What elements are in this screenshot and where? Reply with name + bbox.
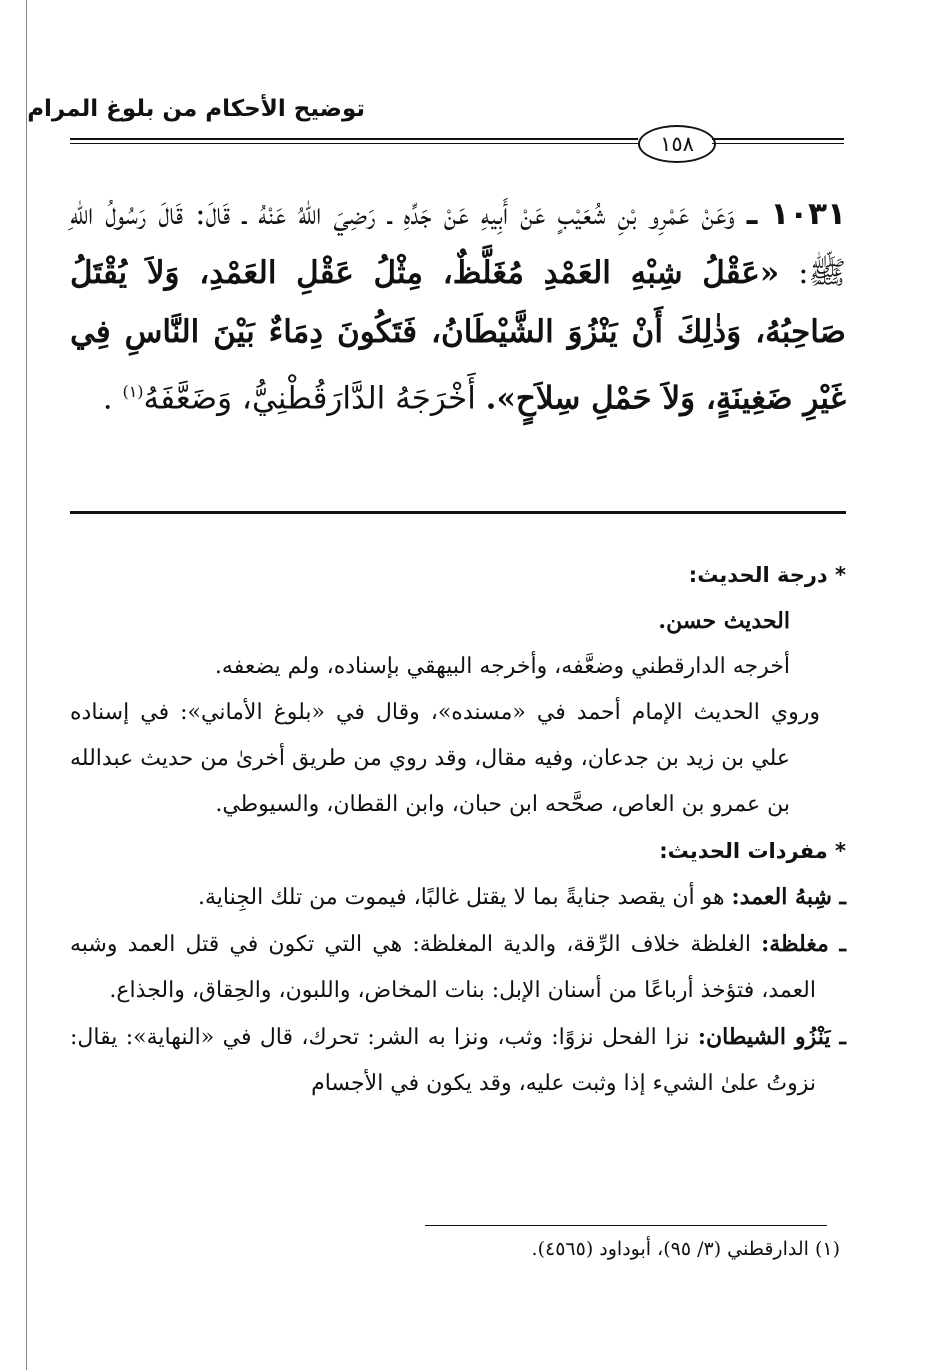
vocab-term: ـ يَنْزُو الشيطان: bbox=[697, 1024, 846, 1050]
grade-heading: * درجة الحديث: bbox=[688, 563, 846, 587]
vocab-definition: نزا الفحل نزوًا: وثب، ونزا به الشر: تحرك، قال في «النهاية»: يقال: نزوتُ علىٰ الشيء إذا وثبت عليه، وقد يكون في الأجسام bbox=[70, 1025, 816, 1096]
header-rule-left bbox=[70, 138, 638, 144]
hadith-isnad: وَعَنْ عَمْرِو بْنِ شُعَيْبٍ عَنْ أَبِيهِ عَنْ جَدِّهِ ـ رَضِيَ اللهُ عَنْهُ ـ قَالَ: قَالَ رَسُولُ اللهِ ﷺ: bbox=[70, 196, 846, 291]
hadith-matn: «عَقْلُ شِبْهِ العَمْدِ مُغَلَّظٌ، مِثْلُ عَقْلِ العَمْدِ، وَلاَ يُقْتَلُ صَاحِبُهُ، وَذٰلِكَ أَنْ يَنْزُوَ الشَّيْطَانُ، فَتَكُونَ دِمَاءٌ بَيْنَ النَّاسِ فِي غَيْرِ ضَغِينَةٍ، وَلاَ حَمْلِ سِلاَحٍ». bbox=[70, 255, 846, 417]
section-divider bbox=[70, 511, 846, 514]
footnote-rule bbox=[425, 1225, 827, 1226]
page-number: ١٥٨ bbox=[638, 125, 716, 163]
hadith-text bbox=[70, 185, 846, 428]
vocab-definition: الغلظة خلاف الرِّقة، والدية المغلظة: هي التي تكون في قتل العمد وشبه العمد، فتؤخذ أرباعًا من أسنان الإبل: بنات المخاض، واللبون، والحِقاق، والجذاع. bbox=[70, 932, 816, 1003]
footnote: (١) الدارقطني (٣/ ٩٥)، أبوداود (٤٥٦٥). bbox=[531, 1238, 840, 1260]
grade-statement: الحديث حسن. bbox=[658, 608, 790, 634]
hadith-number: ١٠٣١ ـ bbox=[746, 196, 847, 232]
footnote-reference: (١) bbox=[122, 382, 144, 401]
scan-margin-line bbox=[26, 0, 27, 1370]
vocab-heading: * مفردات الحديث: bbox=[659, 839, 846, 863]
grade-paragraph-1: أخرجه الدارقطني وضعَّفه، وأخرجه البيهقي بإسناده، ولم يضعفه. bbox=[214, 654, 790, 679]
vocab-definition: هو أن يقصد جنايةً بما لا يقتل غالبًا، فيموت من تلك الجِناية. bbox=[197, 885, 725, 910]
vocab-item bbox=[70, 874, 846, 921]
running-header-title: توضيح الأحكام من بلوغ المرام bbox=[27, 96, 365, 122]
vocab-item bbox=[70, 1014, 846, 1107]
hadith-takhrij: أَخْرَجَهُ الدَّارَقُطْنِيُّ، وَضَعَّفَهُ bbox=[143, 380, 476, 417]
vocab-term: ـ شِبهُ العمد: bbox=[731, 884, 846, 910]
vocab-item bbox=[70, 921, 846, 1014]
commentary bbox=[70, 552, 846, 1107]
vocab-term: ـ مغلظة: bbox=[761, 931, 846, 957]
hadith-end-mark: . bbox=[102, 380, 113, 417]
header-rule-right bbox=[712, 138, 844, 144]
grade-paragraph-2: وروي الحديث الإمام أحمد في «مسنده»، وقال في «بلوغ الأماني»: في إسناده علي بن زيد بن جدعان، وفيه مقال، وقد روي من طريق أخرىٰ من حديث عبدالله بن عمرو بن العاص، صحَّحه ابن حبان، وابن القطان، والسيوطي. bbox=[70, 700, 820, 817]
